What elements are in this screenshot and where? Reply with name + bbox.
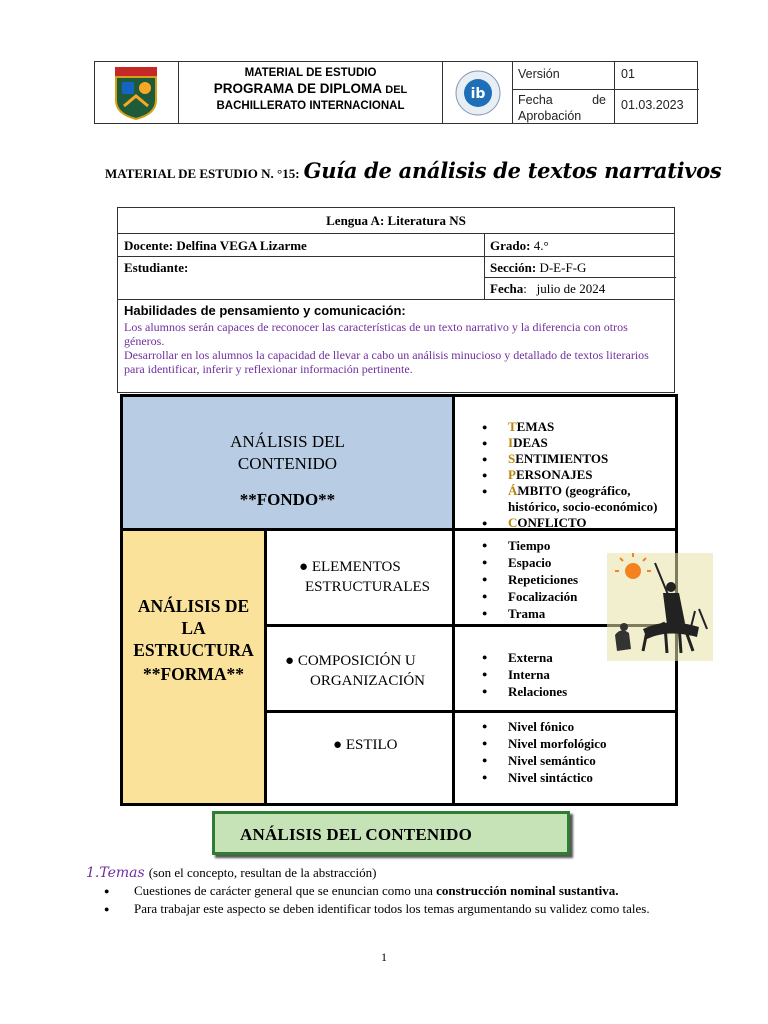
list-item: ● Tiempo [482,537,578,554]
skills-title: Habilidades de pensamiento y comunicación: [124,303,406,318]
version-label: Versión [518,67,560,81]
themes-note: (son el concepto, resultan de la abstracción) [148,865,377,880]
structural-elements-cell: ● ELEMENTOS ESTRUCTURALES [267,531,455,627]
header-title-cell [179,62,443,123]
skills-objective-1: Los alumnos serán capaces de reconocer las características de un texto narrativo y la diferencia con otros géneros. [124,320,628,348]
don-quixote-illustration [607,553,713,661]
list-item: ● Nivel morfológico [482,735,607,752]
list-item: ● Trama [482,605,578,622]
composition-label-1: COMPOSICIÓN U [297,653,416,669]
themes-word: Temas [99,865,145,881]
list-item: ● Relaciones [482,683,567,700]
section-banner-title: ANÁLISIS DEL CONTENIDO [240,825,473,844]
list-item: ● Espacio [482,554,578,571]
header-line1: MATERIAL DE ESTUDIO [244,67,377,79]
teacher-label: Docente: [124,238,174,253]
header-line2-del: DEL [385,84,408,96]
content-subtitle: **FONDO** [239,490,336,509]
list-item: ● CONFLICTO [482,515,672,531]
ib-logo-icon [454,69,502,117]
document-title [105,158,725,188]
structure-analysis-cell [123,531,267,803]
list-item: ● TEMAS [482,419,672,435]
version-value: 01 [621,67,635,81]
school-crest-icon [114,66,158,120]
content-title-2: CONTENIDO [237,454,338,473]
composition-cell: ● COMPOSICIÓN U ORGANIZACIÓN [267,627,455,713]
approval-date-label: Fecha de Aprobación [518,93,606,123]
skills-objective-2: Desarrollar en los alumnos la capacidad de llevar a cabo un análisis minucioso y detallado de textos literarios para identificar, inferir y reflexionar información pertinente. [124,348,649,376]
list-item: ● Nivel semántico [482,752,607,769]
list-item: ● SENTIMIENTOS [482,451,672,467]
structure-title-3: ESTRUCTURA [133,640,254,660]
style-cell: ● ESTILO [267,713,455,803]
list-item: ● Para trabajar este aspecto se deben identificar todos los temas argumentando su validez como tales. [104,901,704,917]
teacher-name: Delfina VEGA Lizarme [176,238,307,253]
list-item: ● Interna [482,666,567,683]
header-line3: BACHILLERATO INTERNACIONAL [216,100,405,112]
section-value: D-E-F-G [539,260,587,275]
style-label: ESTILO [345,737,398,753]
style-items-list [482,718,607,786]
content-analysis-cell [123,397,455,531]
list-item: ● Cuestiones de carácter general que se enuncian como una construcción nominal sustantiva. [104,883,704,899]
header-line2: PROGRAMA DE DIPLOMA [213,81,382,96]
content-title-1: ANÁLISIS DEL [230,432,345,451]
structural-label-2: ESTRUCTURALES [305,579,431,595]
section-banner [212,811,570,855]
date-label: Fecha [490,281,524,296]
structure-subtitle: **FORMA** [142,664,245,684]
list-item: ● ÁMBITO (geográfico, histórico, socio-económico) [482,483,672,515]
themes-heading [86,864,726,882]
content-items-list [482,419,672,531]
material-number: MATERIAL DE ESTUDIO N. °15: [105,166,300,181]
list-item: ● PERSONAJES [482,467,672,483]
themes-number: 1. [86,865,100,881]
guide-title: Guía de análisis de textos narrativos [303,158,722,183]
composition-label-2: ORGANIZACIÓN [310,673,425,689]
ib-logo-cell [443,62,513,123]
analysis-grid [120,394,678,806]
grade-value: 4.° [533,238,549,253]
themes-bullets [104,883,704,917]
list-item: ● Externa [482,649,567,666]
list-item: ● Repeticiones [482,571,578,588]
section-label: Sección: [490,260,537,275]
course-name: Lengua A: Literatura NS [326,213,466,228]
grade-label: Grado: [490,238,531,253]
approval-date-value: 01.03.2023 [621,98,684,112]
svg-text:ib: ib [470,86,486,102]
page-number: 1 [381,950,387,964]
student-label: Estudiante: [124,260,189,275]
list-item: ● IDEAS [482,435,672,451]
date-value: julio de 2024 [536,281,606,296]
structure-title-2: LA [181,618,206,638]
content-items-cell [455,397,675,531]
list-item: ● Nivel sintáctico [482,769,607,786]
style-items-cell [455,713,675,803]
header-table [94,61,698,124]
composition-items-list [482,649,567,700]
structural-items-list [482,537,578,622]
school-logo-cell [95,62,179,123]
list-item: ● Nivel fónico [482,718,607,735]
structure-title-1: ANÁLISIS DE [137,596,250,616]
course-info-table: Lengua A: Literatura NS Docente: Delfina VEGA Lizarme Grado: 4.° Estudiante: Sección: D-E-F-G Fecha: julio de 2024 Habilidades de pensamiento y comunicación: Los alumnos serán capaces de reconocer las características de un texto narrativo y la diferencia con otros géneros. Desarrollar en los alumnos la capacidad de llevar a cabo un análisis minucioso y detallado de textos literarios para identificar, inferir y reflexionar información pertinente. [117,207,675,393]
structural-label-1: ELEMENTOS [311,559,401,575]
list-item: ● Focalización [482,588,578,605]
